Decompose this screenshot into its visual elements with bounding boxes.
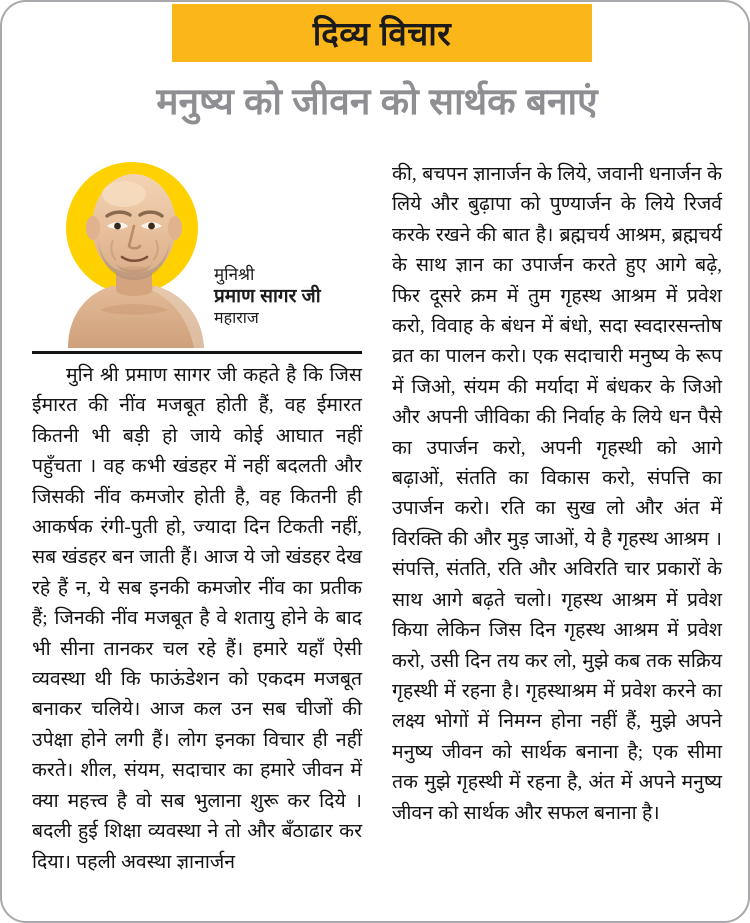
author-title: महाराज — [214, 309, 259, 327]
headline — [2, 80, 750, 124]
left-column-body — [32, 361, 362, 878]
monk-illustration — [60, 160, 208, 348]
author-honorific: मुनिश्री — [214, 265, 255, 284]
author-caption — [214, 264, 364, 328]
author-block — [32, 152, 362, 348]
author-portrait — [60, 160, 208, 348]
right-column-body — [392, 160, 722, 829]
masthead-title: दिव्य विचार — [312, 14, 452, 52]
masthead-banner — [172, 4, 592, 62]
headline-text: मनुष्य को जीवन को सार्थक बनाएं — [156, 81, 598, 122]
section-divider — [32, 351, 362, 354]
left-column — [32, 152, 362, 873]
author-name: प्रमाण सागर जी — [214, 286, 321, 308]
article-columns — [2, 152, 750, 912]
left-column-paragraph: मुनि श्री प्रमाण सागर जी कहते है कि जिस ईमारत की नींव मजबूत होती हैं, वह ईमारत कितनी भी बड़ी हो जाये कोई आघात नहीं पहुँचता । वह कभी खंडहर में नहीं बदलती और जिसकी नींव कमजोर होती है, वह कितनी ही आकर्षक रंगी-पुती हो, ज्यादा दिन टिकती नहीं, सब खंडहर बन जाती हैं। आज ये जो खंडहर देख रहे हैं न, ये सब इनकी कमजोर नींव का प्रतीक हैं; जिनकी नींव मजबूत है वे शतायु होने के बाद भी सीना तानकर चल रहे हैं। हमारे यहाँ ऐसी व्यवस्था थी कि फाऊंडेशन को एकदम मजबूत बनाकर चलिये। आज कल उन सब चीजों की उपेक्षा होने लगी हैं। लोग इनका विचार ही नहीं करते। शील, संयम, सदाचार का हमारे जीवन में क्या महत्त्व है वो सब भुलाना शुरू कर दिये । बदली हुई शिक्षा व्यवस्था ने तो और बँठाढार कर दिया। पहली अवस्था ज्ञानार्जन — [32, 365, 362, 873]
right-column-paragraph: की, बचपन ज्ञानार्जन के लिये, जवानी धनार्जन के लिये और बुढ़ापा को पुण्यार्जन के लिये रिजर्व करके रखने की बात है। ब्रह्मचर्य आश्रम, ब्रह्मचर्य के साथ ज्ञान का उपार्जन करते हुए आगे बढ़े, फिर दूसरे क्रम में तुम गृहस्थ आश्रम में प्रवेश करो, विवाह के बंधन में बंधो, सदा स्वदारसन्तोष व्रत का पालन करो। एक सदाचारी मनुष्य के रूप में जिओ, संयम की मर्यादा में बंधकर के जिओ और अपनी जीविका की निर्वाह के लिये धन पैसे का उपार्जन करो, अपनी गृहस्थी को आगे बढ़ाओं, संतति का विकास करो, संपत्ति का उपार्जन करो। रति का सुख लो और अंत में विरक्ति की और मुड़ जाओं, ये है गृहस्थ आश्रम । संपत्ति, संतति, रति और अविरति चार प्रकारों के साथ आगे बढ़ते चलो। गृहस्थ आश्रम में प्रवेश किया लेकिन जिस दिन गृहस्थ आश्रम में प्रवेश करो, उसी दिन तय कर लो, मुझे कब तक सक्रिय गृहस्थी में रहना है। गृहस्थाश्रम में प्रवेश करने का लक्ष्य भोगों में निमग्न होना नहीं हैं, मुझे अपने मनुष्य जीवन को सार्थक बनाना है; एक सीमा तक मुझे गृहस्थी में रहना है, अंत में अपने मनुष्य जीवन को सार्थक और सफल बनाना है। — [392, 164, 722, 824]
